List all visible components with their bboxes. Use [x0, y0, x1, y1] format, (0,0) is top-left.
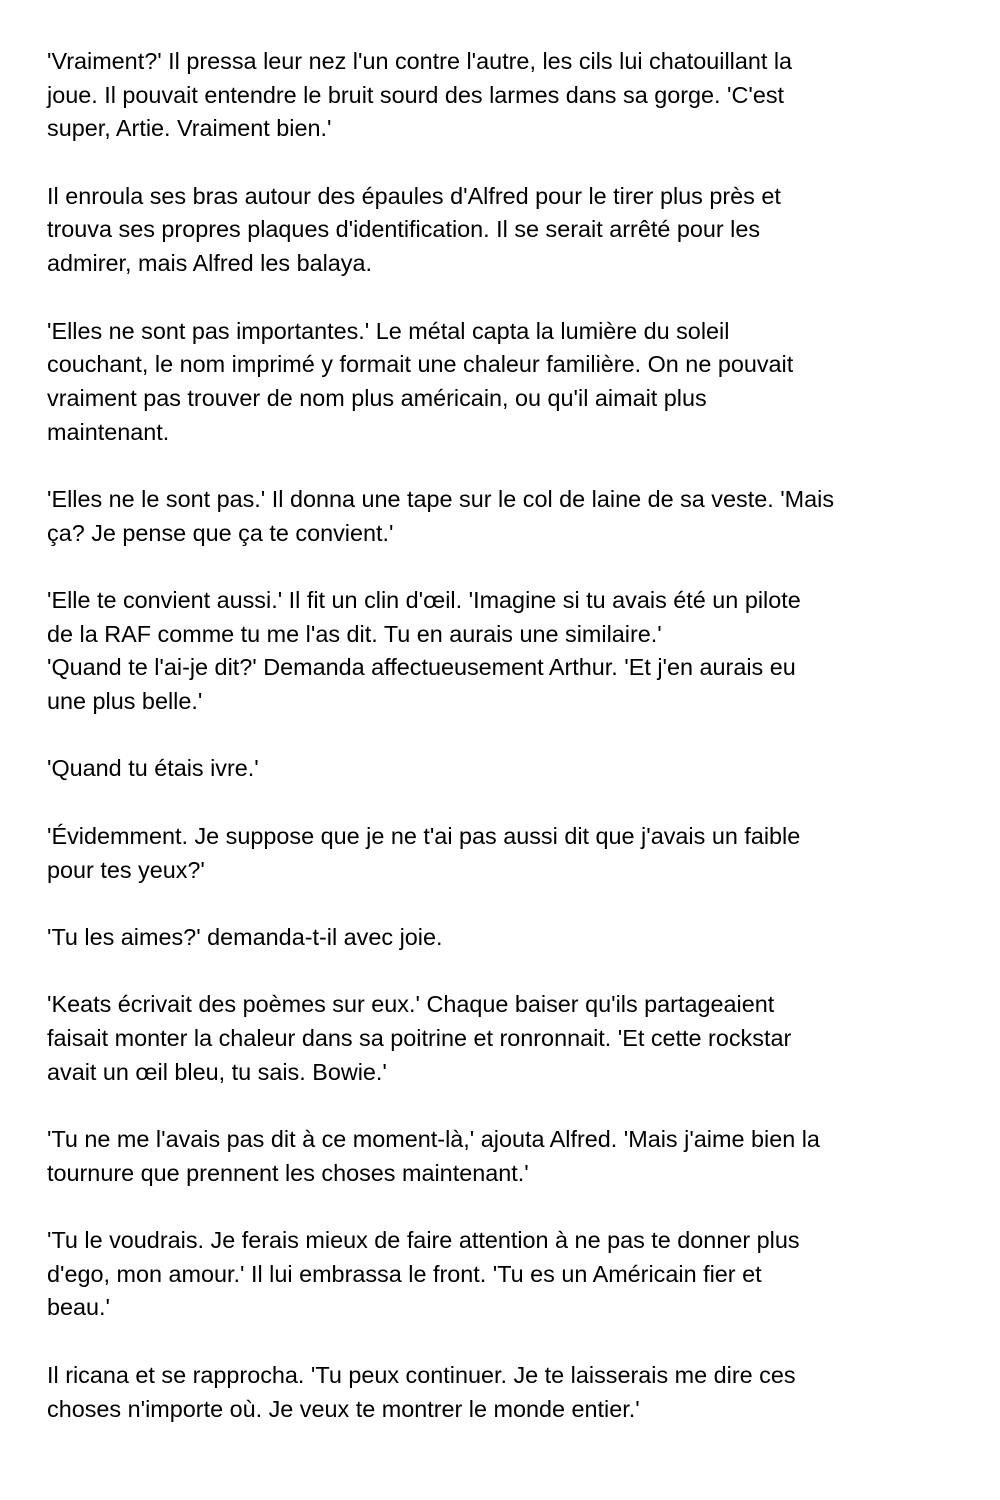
text-line: faisait monter la chaleur dans sa poitrine et ronronnait. 'Et cette rockstar	[47, 1024, 792, 1051]
paragraph-11	[47, 1123, 962, 1190]
text-line: une plus belle.'	[47, 688, 203, 715]
text-line: de la RAF comme tu me l'as dit. Tu en aurais une similaire.'	[47, 620, 662, 647]
paragraph-10	[47, 988, 962, 1089]
text-line: beau.'	[47, 1294, 110, 1321]
text-line: 'Elles ne sont pas importantes.' Le métal capta la lumière du soleil	[47, 317, 730, 344]
text-line: maintenant.	[47, 418, 170, 445]
text-line: d'ego, mon amour.' Il lui embrassa le front. 'Tu es un Américain fier et	[47, 1260, 762, 1287]
text-line: 'Elles ne le sont pas.' Il donna une tape sur le col de laine de sa veste. 'Mais	[47, 485, 835, 512]
paragraph-1	[47, 45, 962, 146]
text-line: avait un œil bleu, tu sais. Bowie.'	[47, 1058, 387, 1085]
document-body	[47, 45, 962, 1426]
text-line: super, Artie. Vraiment bien.'	[47, 115, 332, 142]
text-line: couchant, le nom imprimé y formait une chaleur familière. On ne pouvait	[47, 351, 794, 378]
text-line: tournure que prennent les choses maintenant.'	[47, 1159, 529, 1186]
text-line: trouva ses propres plaques d'identification. Il se serait arrêté pour les	[47, 216, 761, 243]
text-line: vraiment pas trouver de nom plus américain, ou qu'il aimait plus	[47, 384, 707, 411]
paragraph-12	[47, 1224, 962, 1325]
text-line: 'Évidemment. Je suppose que je ne t'ai pas aussi dit que j'avais un faible	[47, 822, 801, 849]
text-line: ça? Je pense que ça te convient.'	[47, 519, 394, 546]
text-line: 'Tu les aimes?' demanda-t-il avec joie.	[47, 923, 443, 950]
text-line: admirer, mais Alfred les balaya.	[47, 250, 373, 277]
text-line: 'Quand tu étais ivre.'	[47, 755, 259, 782]
text-line: choses n'importe où. Je veux te montrer le monde entier.'	[47, 1395, 640, 1422]
text-line: 'Quand te l'ai-je dit?' Demanda affectueusement Arthur. 'Et j'en aurais eu	[47, 654, 796, 681]
text-line: 'Keats écrivait des poèmes sur eux.' Chaque baiser qu'ils partageaient	[47, 991, 775, 1018]
paragraph-6	[47, 651, 962, 718]
text-line: pour tes yeux?'	[47, 856, 205, 883]
paragraph-9	[47, 921, 962, 955]
paragraph-7	[47, 752, 962, 786]
paragraph-8	[47, 820, 962, 887]
text-line: 'Tu ne me l'avais pas dit à ce moment-là,' ajouta Alfred. 'Mais j'aime bien la	[47, 1126, 820, 1152]
text-line: 'Tu le voudrais. Je ferais mieux de faire attention à ne pas te donner plus	[47, 1227, 800, 1254]
paragraph-5	[47, 584, 962, 651]
paragraph-4	[47, 483, 962, 550]
text-line: Il enroula ses bras autour des épaules d'Alfred pour le tirer plus près et	[47, 182, 781, 209]
text-line: Il ricana et se rapprocha. 'Tu peux continuer. Je te laisserais me dire ces	[47, 1361, 796, 1388]
text-line: joue. Il pouvait entendre le bruit sourd des larmes dans sa gorge. 'C'est	[47, 81, 785, 108]
text-line: 'Elle te convient aussi.' Il fit un clin d'œil. 'Imagine si tu avais été un pilote	[47, 587, 801, 613]
paragraph-2	[47, 180, 962, 281]
text-line: 'Vraiment?' Il pressa leur nez l'un contre l'autre, les cils lui chatouillant la	[47, 48, 793, 74]
paragraph-3	[47, 315, 962, 450]
paragraph-13	[47, 1359, 962, 1426]
